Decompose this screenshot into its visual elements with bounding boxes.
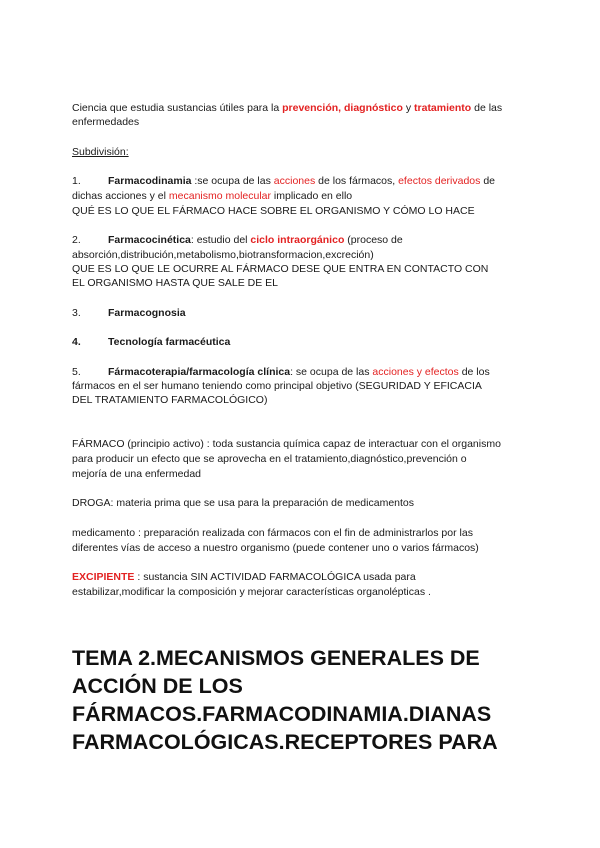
item-1-text: :se ocupa de las [191, 175, 274, 187]
excipiente-line-2: estabilizar,modificar la composición y mejorar características organolépticas . [72, 586, 431, 598]
subdivision-label: Subdivisión: [72, 146, 129, 158]
item-2-highlight: ciclo intraorgánico [250, 234, 345, 246]
item-5-number: 5. [72, 366, 81, 378]
item-4-title: Tecnología farmacéutica [108, 336, 231, 348]
medicamento-line-2: diferentes vías de acceso a nuestro organismo (puede contener uno o varios fármacos) [72, 542, 479, 554]
item-1-title: Farmacodinamia [108, 175, 192, 187]
item-4-number: 4. [72, 336, 81, 348]
item-4-line [72, 336, 230, 349]
item-1-highlight-3: mecanismo molecular [168, 190, 272, 202]
item-2-text-2: (proceso de [344, 234, 403, 246]
item-1-highlight-2: efectos derivados [398, 175, 481, 187]
item-5-text: : se ocupa de las [290, 366, 373, 378]
excipiente-text: : sustancia SIN ACTIVIDAD FARMACOLÓGICA usada para [134, 571, 416, 583]
item-5-line-1 [72, 366, 490, 379]
item-1-text-3: de [480, 175, 496, 187]
item-2-title: Farmacocinética [108, 234, 191, 246]
heading-line-1: TEMA 2.MECANISMOS GENERALES DE [72, 646, 480, 670]
item-5-highlight: acciones y efectos [372, 366, 459, 378]
item-1-highlight-1: acciones [273, 175, 316, 187]
item-2-line-4: EL ORGANISMO HASTA QUE SALE DE EL [72, 277, 278, 289]
topic-heading [72, 644, 542, 756]
item-2-line-2: absorción,distribución,metabolismo,biotransformacion,excreción) [72, 249, 374, 261]
farmaco-line-2: para producir un efecto que se aprovecha en el tratamiento,diagnóstico,prevención o [72, 453, 467, 465]
item-5-line-3: DEL TRATAMIENTO FARMACOLÓGICO) [72, 394, 268, 406]
droga-line: DROGA: materia prima que se usa para la preparación de medicamentos [72, 497, 414, 509]
excipiente-label: EXCIPIENTE [72, 571, 135, 583]
item-1-line-3: QUÉ ES LO QUE EL FÁRMACO HACE SOBRE EL ORGANISMO Y CÓMO LO HACE [72, 205, 475, 217]
item-2-number: 2. [72, 234, 81, 246]
item-1-text-4: dichas acciones y el [72, 190, 169, 202]
item-1-text-5: implicado en ello [271, 190, 353, 202]
item-2-line-3: QUE ES LO QUE LE OCURRE AL FÁRMACO DESE QUE ENTRA EN CONTACTO CON [72, 263, 489, 275]
item-3-number: 3. [72, 307, 81, 319]
intro-text: Ciencia que estudia sustancias útiles para la [72, 102, 283, 114]
item-1-line-1 [72, 175, 495, 188]
intro-comma: , [338, 102, 344, 114]
item-5-title: Fármacoterapia/farmacología clínica [108, 366, 291, 378]
item-1-text-2: de los fármacos, [315, 175, 399, 187]
item-1-line-2 [72, 190, 352, 203]
intro-text-end: de las [471, 102, 503, 114]
prevention-term: prevención [282, 102, 339, 114]
intro-conj: y [402, 102, 415, 114]
farmaco-line-1: FÁRMACO (principio activo) : toda sustancia química capaz de interactuar con el organismo [72, 438, 501, 450]
item-2-line-1 [72, 234, 403, 247]
heading-line-2: ACCIÓN DE LOS [72, 674, 243, 698]
item-3-line [72, 307, 186, 320]
item-2-text: : estudio del [190, 234, 251, 246]
excipiente-line-1 [72, 571, 416, 584]
treatment-term: tratamiento [414, 102, 472, 114]
item-1-number: 1. [72, 175, 81, 187]
medicamento-line-1: medicamento : preparación realizada con fármacos con el fin de administrarlos por las [72, 527, 473, 539]
intro-line-2: enfermedades [72, 116, 140, 128]
diagnosis-term: diagnóstico [344, 102, 403, 114]
item-3-title: Farmacognosia [108, 307, 186, 319]
heading-line-4: FARMACOLÓGICAS.RECEPTORES PARA [72, 730, 498, 754]
heading-line-3: FÁRMACOS.FARMACODINAMIA.DIANAS [72, 702, 492, 726]
intro-line-1 [72, 102, 502, 115]
item-5-line-2: fármacos en el ser humano teniendo como principal objetivo (SEGURIDAD Y EFICACIA [72, 380, 482, 392]
item-5-text-2: de los [458, 366, 490, 378]
farmaco-line-3: mejoría de una enfermedad [72, 468, 201, 480]
